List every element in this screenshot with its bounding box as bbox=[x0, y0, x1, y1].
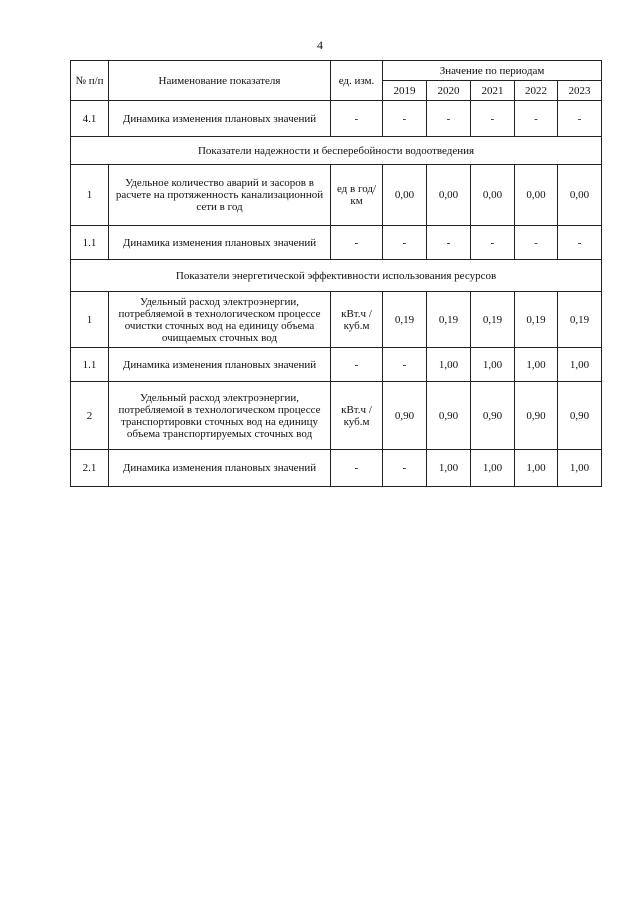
row-value: 0,19 bbox=[515, 292, 558, 348]
row-value: - bbox=[427, 101, 471, 137]
row-value: 1,00 bbox=[558, 348, 602, 382]
row-unit: - bbox=[331, 348, 383, 382]
row-value: 1,00 bbox=[515, 450, 558, 487]
row-unit: кВт.ч / куб.м bbox=[331, 292, 383, 348]
row-value: 0,00 bbox=[383, 165, 427, 226]
table-row bbox=[71, 226, 602, 260]
row-value: 0,90 bbox=[471, 382, 515, 450]
row-num: 2 bbox=[71, 382, 109, 450]
row-num: 1 bbox=[71, 292, 109, 348]
row-unit: - bbox=[331, 101, 383, 137]
header-num: № п/п bbox=[71, 61, 109, 101]
row-unit: - bbox=[331, 226, 383, 260]
row-value: 0,90 bbox=[515, 382, 558, 450]
row-unit: ед в год/ км bbox=[331, 165, 383, 226]
row-name: Динамика изменения плановых значений bbox=[109, 226, 331, 260]
row-name: Удельный расход электроэнергии, потребляемой в технологическом процессе очистки сточных вод на единицу объема очищаемых сточных вод bbox=[109, 292, 331, 348]
table-row bbox=[71, 348, 602, 382]
indicators-table bbox=[70, 60, 602, 487]
section-row bbox=[71, 137, 602, 165]
row-num: 1.1 bbox=[71, 226, 109, 260]
row-num: 4.1 bbox=[71, 101, 109, 137]
section-row bbox=[71, 260, 602, 292]
row-unit: кВт.ч / куб.м bbox=[331, 382, 383, 450]
row-value: 0,00 bbox=[471, 165, 515, 226]
row-value: - bbox=[383, 348, 427, 382]
section-title: Показатели надежности и бесперебойности водоотведения bbox=[71, 137, 602, 165]
row-value: 0,19 bbox=[427, 292, 471, 348]
row-value: 0,90 bbox=[383, 382, 427, 450]
row-value: 0,90 bbox=[427, 382, 471, 450]
row-value: - bbox=[383, 101, 427, 137]
row-value: 0,00 bbox=[558, 165, 602, 226]
row-value: 0,19 bbox=[383, 292, 427, 348]
table-row bbox=[71, 382, 602, 450]
row-value: 1,00 bbox=[471, 348, 515, 382]
row-num: 1.1 bbox=[71, 348, 109, 382]
row-num: 1 bbox=[71, 165, 109, 226]
row-value: 0,90 bbox=[558, 382, 602, 450]
table-row bbox=[71, 165, 602, 226]
row-value: - bbox=[471, 101, 515, 137]
table-row bbox=[71, 450, 602, 487]
row-num: 2.1 bbox=[71, 450, 109, 487]
row-value: 0,19 bbox=[558, 292, 602, 348]
row-value: - bbox=[558, 226, 602, 260]
table-row bbox=[71, 101, 602, 137]
header-year: 2019 bbox=[383, 81, 427, 101]
header-periods: Значение по периодам bbox=[383, 61, 602, 81]
row-name: Удельный расход электроэнергии, потребляемой в технологическом процессе транспортировки сточных вод на единицу объема транспортируемых сточных вод bbox=[109, 382, 331, 450]
row-value: - bbox=[515, 226, 558, 260]
header-year: 2022 bbox=[515, 81, 558, 101]
row-value: - bbox=[383, 450, 427, 487]
row-value: 0,00 bbox=[515, 165, 558, 226]
header-year: 2021 bbox=[471, 81, 515, 101]
row-name: Динамика изменения плановых значений bbox=[109, 101, 331, 137]
header-year: 2020 bbox=[427, 81, 471, 101]
row-name: Удельное количество аварий и засоров в расчете на протяженность канализационной сети в год bbox=[109, 165, 331, 226]
row-value: 0,19 bbox=[471, 292, 515, 348]
header-unit: ед. изм. bbox=[331, 61, 383, 101]
page-number: 4 bbox=[317, 38, 323, 52]
row-value: 1,00 bbox=[515, 348, 558, 382]
row-unit: - bbox=[331, 450, 383, 487]
row-value: 1,00 bbox=[558, 450, 602, 487]
row-value: - bbox=[515, 101, 558, 137]
header-name: Наименование показателя bbox=[109, 61, 331, 101]
row-name: Динамика изменения плановых значений bbox=[109, 348, 331, 382]
row-value: - bbox=[558, 101, 602, 137]
header-year: 2023 bbox=[558, 81, 602, 101]
row-value: - bbox=[427, 226, 471, 260]
section-title: Показатели энергетической эффективности использования ресурсов bbox=[71, 260, 602, 292]
table-row bbox=[71, 292, 602, 348]
row-value: - bbox=[471, 226, 515, 260]
row-value: - bbox=[383, 226, 427, 260]
row-value: 1,00 bbox=[471, 450, 515, 487]
row-value: 1,00 bbox=[427, 348, 471, 382]
row-name: Динамика изменения плановых значений bbox=[109, 450, 331, 487]
row-value: 1,00 bbox=[427, 450, 471, 487]
row-value: 0,00 bbox=[427, 165, 471, 226]
